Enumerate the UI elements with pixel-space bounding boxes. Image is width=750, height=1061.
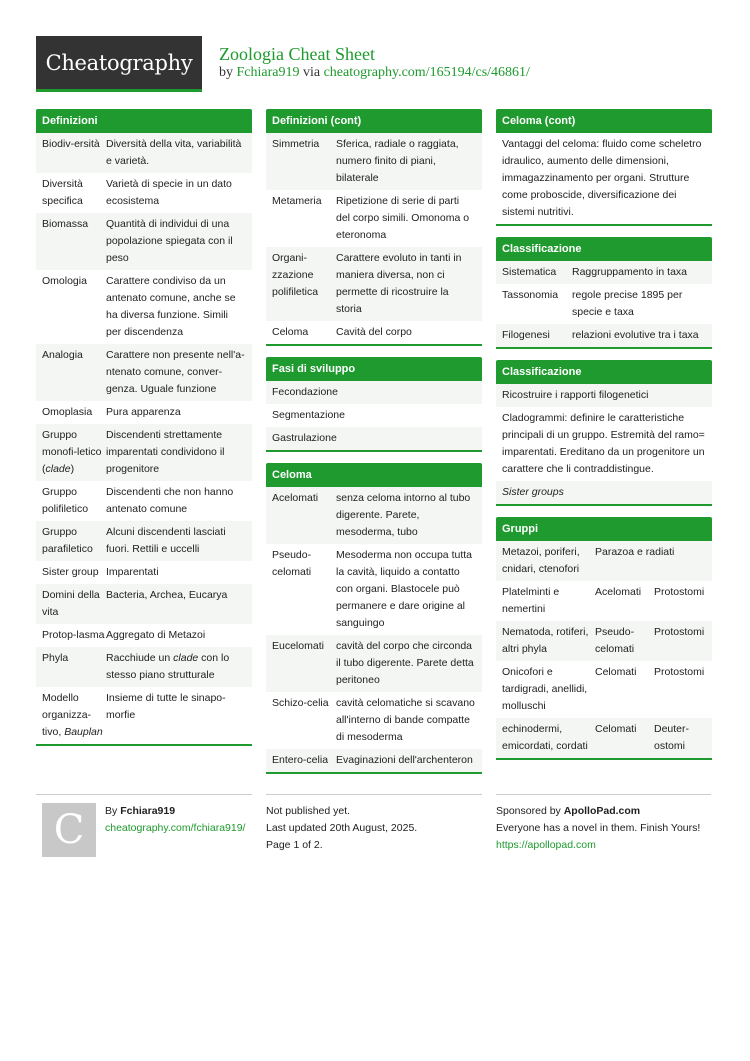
- publish-status: Not published yet.: [266, 805, 351, 817]
- term: Omoplasia: [42, 406, 93, 418]
- term: Schizo-celia: [272, 697, 329, 709]
- footer-author-name[interactable]: Fchiara919: [120, 805, 176, 817]
- section-title: Classificazione: [496, 237, 712, 261]
- definition: Quantità di individui di una popolazione spiegata con il peso: [106, 218, 233, 264]
- term: Metameria: [272, 195, 322, 207]
- definition: Imparentati: [106, 566, 159, 578]
- definition: Discendenti strettamente imparentati condividono il progenitore: [106, 429, 225, 475]
- term-text: Gruppo monofi-letico (: [42, 429, 102, 475]
- definition: Cavità del corpo: [336, 326, 412, 338]
- term: Sistematica: [502, 266, 557, 278]
- definition: Aggregato di Metazoi: [106, 629, 206, 641]
- definition: Evaginazioni dell'archenteron: [336, 754, 473, 766]
- sponsored-label: Sponsored by: [496, 805, 561, 817]
- type-cell: Celomati: [595, 723, 637, 735]
- byline: [219, 65, 530, 81]
- definition: Sferica, radiale o raggiata, numero finito di piani, bilaterale: [336, 138, 459, 184]
- term: [42, 427, 106, 478]
- footer: [36, 794, 711, 864]
- development-cell: Protostomi: [654, 586, 705, 598]
- definition: Carattere evoluto in tanti in maniera diversa, non ci permette di ricostruire la storia: [336, 252, 462, 315]
- table-row: [36, 344, 252, 401]
- term: Organi-zzazione polifiletica: [272, 252, 319, 298]
- table-row: [36, 647, 252, 687]
- section-title: Fasi di sviluppo: [266, 357, 482, 381]
- column-2: [266, 109, 482, 785]
- definition: Alcuni discendenti lasciati fuori. Rettili e uccelli: [106, 526, 226, 555]
- sponsor-text: Everyone has a novel in them. Finish Yours!: [496, 822, 701, 834]
- section-celoma-cont: [496, 109, 712, 226]
- definition: relazioni evolutive tra i taxa: [572, 329, 699, 341]
- term: Biodiv-ersità: [42, 138, 100, 150]
- section-definizioni-cont: [266, 109, 482, 346]
- table-row: [266, 487, 482, 544]
- definition: Bacteria, Archea, Eucarya: [106, 589, 228, 601]
- term: Celoma: [272, 326, 309, 338]
- term-italic: clade: [45, 463, 71, 475]
- definition: cavità celomatiche si scavano all'interno di bande compatte di mesoderma: [336, 697, 475, 743]
- footer-sponsor: [496, 794, 711, 854]
- table-row: [266, 544, 482, 635]
- development-cell: Protostomi: [654, 626, 705, 638]
- list-item: Fecondazione: [266, 381, 482, 404]
- table-row: [266, 749, 482, 772]
- sponsor-link[interactable]: https://apollopad.com: [496, 839, 596, 851]
- section-title: Celoma: [266, 463, 482, 487]
- avatar[interactable]: C: [42, 803, 96, 857]
- term: Protop-lasma: [42, 629, 105, 641]
- term: Domini della vita: [42, 589, 100, 618]
- table-row: [496, 718, 712, 758]
- by-label: By: [105, 805, 118, 817]
- section-title: Celoma (cont): [496, 109, 712, 133]
- definition: regole precise 1895 per specie e taxa: [572, 289, 683, 318]
- paragraph: Vantaggi del celoma: fluido come scheletro idraulico, aumento delle dimensioni, immagazzinamento per organi. Strutture come proboscide, diversificazione dei sistemi nutritivi.: [502, 138, 702, 218]
- group-cell: Nematoda, rotiferi, altri phyla: [502, 626, 589, 655]
- table-row: [36, 401, 252, 424]
- term: Biomassa: [42, 218, 89, 230]
- term: Acelomati: [272, 492, 319, 504]
- definition: Diversità della vita, variabilità e varietà.: [106, 138, 242, 167]
- author-link[interactable]: Fchiara919: [236, 65, 300, 80]
- term: Entero-celia: [272, 754, 329, 766]
- term: Omologia: [42, 275, 87, 287]
- table-row: [266, 133, 482, 190]
- group-cell: echinodermi, emicordati, cordati: [502, 723, 588, 752]
- definition: cavità del corpo che circonda il tubo digerente. Parete detta peritoneo: [336, 640, 474, 686]
- term: Gruppo polifiletico: [42, 486, 89, 515]
- by-label: by: [219, 65, 233, 80]
- last-updated: Last updated 20th August, 2025.: [266, 822, 418, 834]
- group-cell: Metazoi, poriferi, cnidari, ctenofori: [502, 546, 580, 575]
- table-row: [36, 624, 252, 647]
- table-row: [496, 261, 712, 284]
- table-row: [496, 324, 712, 347]
- list-item: Gastrulazione: [266, 427, 482, 450]
- development-cell: Protostomi: [654, 666, 705, 678]
- table-row: [36, 173, 252, 213]
- table-row: [36, 133, 252, 173]
- table-row: [36, 521, 252, 561]
- group-cell: Onicofori e tardigradi, anellidi, molluschi: [502, 666, 588, 712]
- definition-text: con lo stesso piano strutturale: [106, 652, 230, 681]
- section-title: Gruppi: [496, 517, 712, 541]
- definition-italic: clade: [173, 652, 199, 664]
- definition: Varietà di specie in un dato ecosistema: [106, 178, 232, 207]
- definition: Pura apparenza: [106, 406, 181, 418]
- term: Tassonomia: [502, 289, 559, 301]
- term: Analogia: [42, 349, 83, 361]
- term: Gruppo parafiletico: [42, 526, 93, 555]
- section-classificazione-1: [496, 237, 712, 349]
- section-gruppi: [496, 517, 712, 760]
- page-number: Page 1 of 2.: [266, 839, 323, 851]
- definition: senza celoma intorno al tubo digerente. Parete, mesoderma, tubo: [336, 492, 471, 538]
- definition: Discendenti che non hanno antenato comune: [106, 486, 234, 515]
- via-label: via: [302, 65, 321, 80]
- definition: Carattere non presente nell'a-ntenato comune, conver-genza. Uguale funzione: [106, 349, 245, 395]
- section-fasi: [266, 357, 482, 452]
- term: Sister group: [42, 566, 99, 578]
- table-row: [266, 692, 482, 749]
- term: Diversità specifica: [42, 178, 83, 207]
- table-row: [496, 581, 712, 621]
- definition: Insieme di tutte le sinapo-morfie: [106, 692, 226, 721]
- section-classificazione-2: [496, 360, 712, 506]
- group-cell: Platelminti e nemertini: [502, 586, 560, 615]
- term: Filogenesi: [502, 329, 550, 341]
- sponsor-name[interactable]: ApolloPad.com: [563, 805, 641, 817]
- table-row: [36, 213, 252, 270]
- section-definizioni: [36, 109, 252, 746]
- definition: Carattere condiviso da un antenato comune, anche se ha diversa funzione. Simili per discendenza: [106, 275, 236, 338]
- table-row: [266, 321, 482, 344]
- table-row: [36, 424, 252, 481]
- definition-text: Racchiude un: [106, 652, 174, 664]
- table-row: [266, 247, 482, 321]
- column-3: [496, 109, 712, 771]
- definition: Mesoderma non occupa tutta la cavità, liquido a contatto con organi. Blastocele può permanere e dare origine al sanguingo: [336, 549, 472, 629]
- table-row: [496, 284, 712, 324]
- term: Pseudo-celomati: [272, 549, 312, 578]
- section-title: Definizioni: [36, 109, 252, 133]
- column-1: [36, 109, 252, 757]
- footer-author: [36, 794, 252, 853]
- cheatography-logo[interactable]: [36, 36, 202, 92]
- table-row: [496, 661, 712, 718]
- term: Phyla: [42, 652, 69, 664]
- paragraph: Sister groups: [496, 481, 712, 504]
- list-item: Segmentazione: [272, 409, 345, 421]
- section-celoma: [266, 463, 482, 774]
- logo-text: Cheatography: [45, 50, 193, 75]
- table-row: [36, 561, 252, 584]
- page-title: Zoologia Cheat Sheet: [219, 44, 375, 64]
- footer-status: [266, 794, 482, 854]
- type-cell: Celomati: [595, 666, 637, 678]
- table-row: [266, 190, 482, 247]
- term-text: ): [70, 463, 75, 475]
- paragraph: Ricostruire i rapporti filogenetici: [496, 384, 712, 407]
- definition: [106, 650, 246, 684]
- section-title: Definizioni (cont): [266, 109, 482, 133]
- type-cell: Pseudo-celomati: [595, 626, 635, 655]
- table-row: [496, 621, 712, 661]
- table-row: [36, 687, 252, 744]
- type-cell: Parazoa e radiati: [595, 546, 675, 558]
- table-row: [36, 584, 252, 624]
- table-row: [36, 270, 252, 344]
- footer-author-link[interactable]: cheatography.com/fchiara919/: [105, 822, 246, 834]
- table-row: [266, 635, 482, 692]
- definition: Ripetizione di serie di parti del corpo simili. Omonoma o eteronoma: [336, 195, 470, 241]
- term: [42, 690, 106, 741]
- table-row: [496, 541, 712, 581]
- term: Simmetria: [272, 138, 320, 150]
- section-title: Classificazione: [496, 360, 712, 384]
- development-cell: Deuter-ostomi: [654, 723, 690, 752]
- type-cell: Acelomati: [595, 586, 642, 598]
- table-row: [36, 481, 252, 521]
- term-italic: Bauplan: [64, 726, 103, 738]
- sheet-url-link[interactable]: cheatography.com/165194/cs/46861/: [323, 65, 530, 80]
- paragraph: Cladogrammi: definire le caratteristiche principali di un gruppo. Estremità del ramo= imparentati. Ereditano da un progenitore un carattere che li contraddistingue.: [502, 412, 705, 475]
- definition: Raggruppamento in taxa: [572, 266, 687, 278]
- term: Eucelomati: [272, 640, 324, 652]
- term-text: Modello organizza-tivo,: [42, 692, 92, 738]
